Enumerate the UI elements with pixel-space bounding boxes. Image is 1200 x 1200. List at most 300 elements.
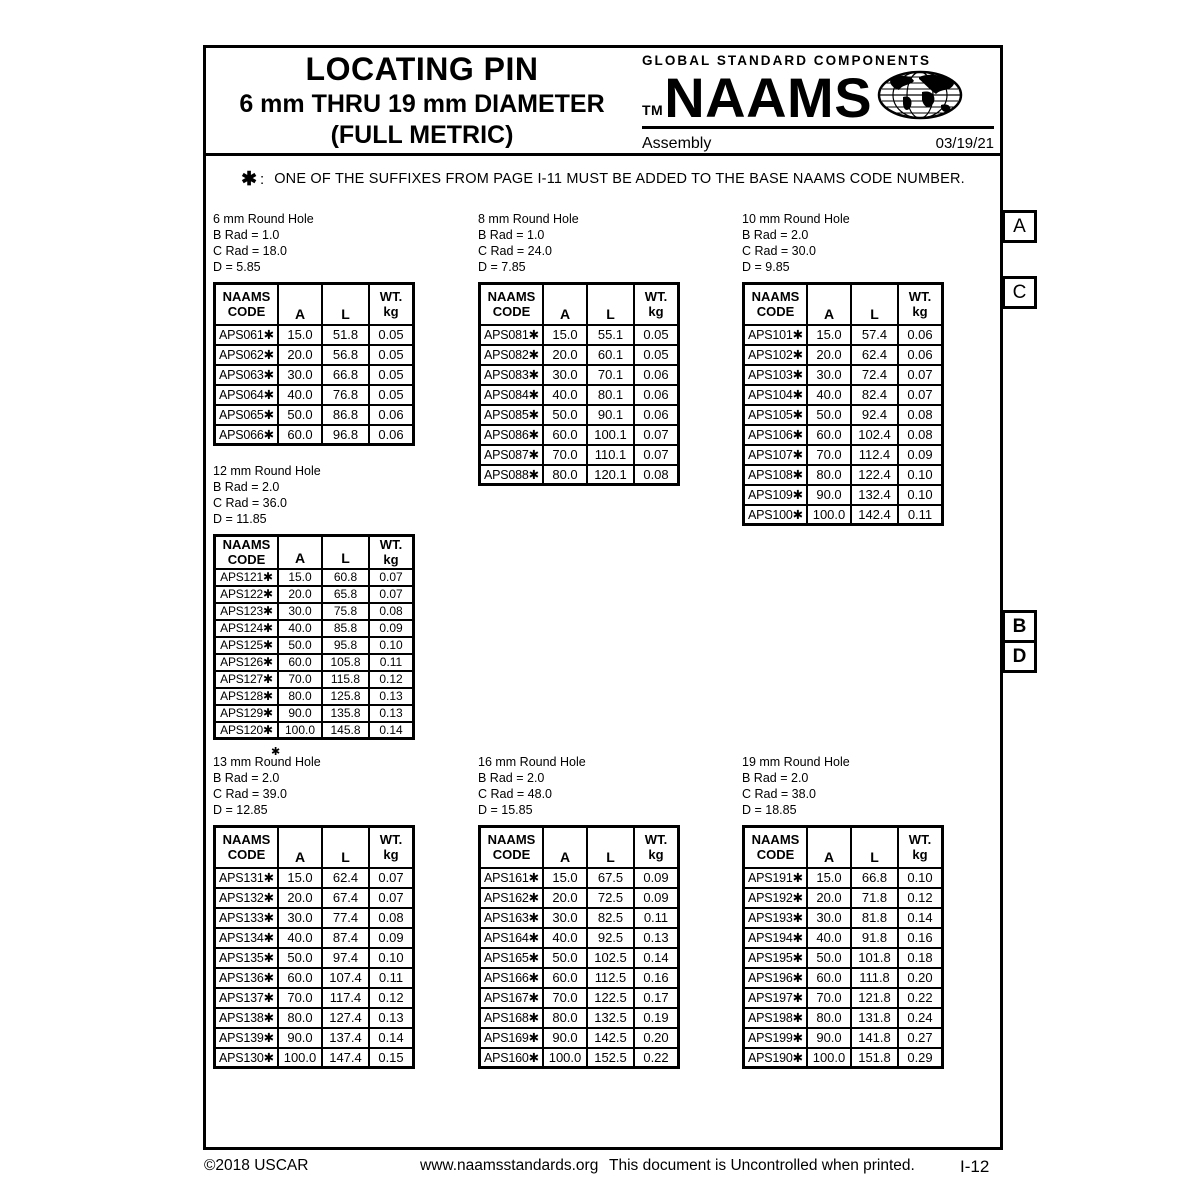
cell-a: 70.0 [543,445,587,465]
table-row [215,868,414,888]
table-header-row [480,284,679,325]
cell-naams-code: APS062✱ [215,345,279,365]
cell-wt: 0.13 [369,688,414,705]
cell-a: 20.0 [807,888,851,908]
cell-wt: 0.11 [369,968,414,988]
cell-l: 90.1 [587,405,634,425]
dimension-table [478,825,680,1069]
cell-a: 20.0 [543,345,587,365]
dimension-table [213,282,415,446]
cell-a: 60.0 [807,425,851,445]
cell-l: 96.8 [322,425,369,445]
table-row [480,868,679,888]
cell-wt: 0.09 [634,868,679,888]
spec-lines [478,770,688,818]
cell-l: 107.4 [322,968,369,988]
table-row [215,620,414,637]
table-row [215,1028,414,1048]
cell-naams-code: APS161✱ [480,868,544,888]
cell-naams-code: APS131✱ [215,868,279,888]
col-header-l: L [851,827,898,868]
cell-wt: 0.05 [634,345,679,365]
table-row [744,465,943,485]
col-header-wt: WT. kg [369,827,414,868]
spec-line: C Rad = 18.0 [213,244,288,258]
naams-logo-block [642,53,994,153]
cell-a: 15.0 [278,325,322,345]
col-header-wt: WT. kg [369,284,414,325]
cell-a: 40.0 [807,385,851,405]
title-block [212,50,632,151]
cell-l: 110.1 [587,445,634,465]
cell-wt: 0.09 [369,620,414,637]
table-row [215,586,414,603]
cell-a: 20.0 [543,888,587,908]
cell-wt: 0.07 [634,425,679,445]
cell-wt: 0.09 [369,928,414,948]
cell-naams-code: APS192✱ [744,888,808,908]
cell-l: 65.8 [322,586,369,603]
col-header-a: A [278,536,322,569]
cell-naams-code: APS193✱ [744,908,808,928]
spec-line: C Rad = 24.0 [478,244,553,258]
cell-a: 50.0 [543,948,587,968]
cell-l: 92.5 [587,928,634,948]
division-label: Assembly [642,135,712,152]
cell-l: 72.5 [587,888,634,908]
cell-wt: 0.08 [369,603,414,620]
spec-line: C Rad = 48.0 [478,787,553,801]
cell-naams-code: APS136✱ [215,968,279,988]
table-group [478,211,688,486]
dimension-table [478,282,680,486]
cell-wt: 0.06 [898,325,943,345]
cell-wt: 0.27 [898,1028,943,1048]
cell-naams-code: APS102✱ [744,345,808,365]
cell-naams-code: APS105✱ [744,405,808,425]
cell-wt: 0.24 [898,1008,943,1028]
cell-naams-code: APS066✱ [215,425,279,445]
cell-l: 152.5 [587,1048,634,1068]
table-row [480,928,679,948]
cell-a: 80.0 [278,1008,322,1028]
cell-a: 80.0 [807,1008,851,1028]
table-row [744,908,943,928]
cell-l: 85.8 [322,620,369,637]
note-text: ONE OF THE SUFFIXES FROM PAGE I-11 MUST BE ADDED TO THE BASE NAAMS CODE NUMBER. [274,171,965,187]
cell-naams-code: APS063✱ [215,365,279,385]
cell-l: 112.5 [587,968,634,988]
cell-l: 121.8 [851,988,898,1008]
cell-wt: 0.08 [634,465,679,485]
cell-wt: 0.20 [634,1028,679,1048]
table-row [215,425,414,445]
col-header-a: A [278,827,322,868]
table-row [215,569,414,586]
cell-naams-code: APS084✱ [480,385,544,405]
table-row [480,465,679,485]
cell-wt: 0.09 [634,888,679,908]
table-row [744,325,943,345]
cell-a: 50.0 [807,948,851,968]
dimension-table [742,825,944,1069]
cell-a: 40.0 [543,385,587,405]
cell-l: 120.1 [587,465,634,485]
table-row [480,385,679,405]
table-row [215,385,414,405]
cell-wt: 0.16 [898,928,943,948]
cell-wt: 0.14 [369,1028,414,1048]
cell-l: 145.8 [322,722,369,739]
cell-naams-code: APS122✱ [215,586,279,603]
page-subtitle-diameter: 6 mm THRU 19 mm DIAMETER [239,90,605,118]
cell-l: 57.4 [851,325,898,345]
cell-a: 100.0 [807,505,851,525]
cell-naams-code: APS198✱ [744,1008,808,1028]
page-number: I-12 [960,1157,990,1176]
cell-l: 117.4 [322,988,369,1008]
asterisk-symbol: ✱ [241,168,258,190]
cell-wt: 0.10 [898,485,943,505]
cell-naams-code: APS134✱ [215,928,279,948]
cell-naams-code: APS135✱ [215,948,279,968]
cell-wt: 0.06 [369,425,414,445]
table-row [744,405,943,425]
table-title: 12 mm Round Hole [213,464,321,478]
note-colon: : [260,170,265,188]
cell-a: 15.0 [278,868,322,888]
cell-l: 101.8 [851,948,898,968]
table-row [215,405,414,425]
table-row [480,968,679,988]
table-row [480,425,679,445]
spec-line: C Rad = 39.0 [213,787,288,801]
cell-naams-code: APS130✱ [215,1048,279,1068]
spec-lines [213,227,423,275]
table-row [215,928,414,948]
cell-wt: 0.06 [898,345,943,365]
cell-naams-code: APS128✱ [215,688,279,705]
table-row [480,1028,679,1048]
cell-wt: 0.06 [634,385,679,405]
cell-naams-code: APS168✱ [480,1008,544,1028]
cell-wt: 0.11 [898,505,943,525]
cell-wt: 0.14 [898,908,943,928]
cell-wt: 0.10 [369,948,414,968]
side-tab-a: A [1002,210,1037,243]
cell-naams-code: APS109✱ [744,485,808,505]
cell-a: 15.0 [278,569,322,586]
table-row [215,325,414,345]
table-title-block [213,463,423,527]
cell-a: 30.0 [278,908,322,928]
col-header-naams-code: NAAMS CODE [480,284,544,325]
cell-wt: 0.15 [369,1048,414,1068]
cell-l: 122.5 [587,988,634,1008]
cell-wt: 0.07 [369,888,414,908]
col-header-l: L [851,284,898,325]
cell-l: 127.4 [322,1008,369,1028]
table-row [215,365,414,385]
cell-naams-code: APS101✱ [744,325,808,345]
cell-a: 20.0 [807,345,851,365]
spec-lines [742,227,952,275]
cell-naams-code: APS065✱ [215,405,279,425]
col-header-naams-code: NAAMS CODE [215,284,279,325]
cell-naams-code: APS103✱ [744,365,808,385]
cell-l: 115.8 [322,671,369,688]
cell-a: 60.0 [543,968,587,988]
cell-a: 60.0 [807,968,851,988]
trademark-label: TM [642,102,664,118]
cell-a: 60.0 [278,425,322,445]
spec-line: D = 15.85 [478,803,533,817]
cell-naams-code: APS191✱ [744,868,808,888]
table-row [480,1008,679,1028]
cell-l: 70.1 [587,365,634,385]
table-row [744,868,943,888]
cell-naams-code: APS127✱ [215,671,279,688]
website-text: www.naamsstandards.org [420,1157,599,1174]
table-group [213,463,423,740]
cell-wt: 0.13 [369,705,414,722]
col-header-l: L [322,827,369,868]
cell-wt: 0.06 [369,405,414,425]
cell-a: 80.0 [807,465,851,485]
cell-naams-code: APS165✱ [480,948,544,968]
cell-l: 72.4 [851,365,898,385]
cell-naams-code: APS129✱ [215,705,279,722]
cell-naams-code: APS120✱ [215,722,279,739]
cell-a: 100.0 [278,1048,322,1068]
cell-l: 102.5 [587,948,634,968]
cell-a: 30.0 [543,365,587,385]
table-title: 10 mm Round Hole [742,212,850,226]
spec-line: B Rad = 2.0 [478,771,545,785]
cell-l: 76.8 [322,385,369,405]
cell-naams-code: APS108✱ [744,465,808,485]
cell-naams-code: APS132✱ [215,888,279,908]
cell-l: 56.8 [322,345,369,365]
cell-l: 131.8 [851,1008,898,1028]
table-title-block [478,754,688,818]
cell-wt: 0.07 [898,365,943,385]
cell-wt: 0.16 [634,968,679,988]
cell-a: 70.0 [278,671,322,688]
table-title: 8 mm Round Hole [478,212,579,226]
cell-l: 71.8 [851,888,898,908]
cell-l: 132.4 [851,485,898,505]
table-group [478,754,688,1069]
table-header-row [744,827,943,868]
suffix-note [206,156,1000,202]
cell-a: 40.0 [543,928,587,948]
table-title-block [742,211,952,275]
table-row [215,948,414,968]
spec-line: D = 11.85 [213,512,267,526]
cell-wt: 0.17 [634,988,679,1008]
table-row [744,1008,943,1028]
cell-wt: 0.09 [898,445,943,465]
cell-wt: 0.05 [369,365,414,385]
spec-lines [742,770,952,818]
header [206,48,1000,156]
col-header-l: L [587,827,634,868]
col-header-wt: WT. kg [369,536,414,569]
cell-naams-code: APS194✱ [744,928,808,948]
cell-a: 90.0 [278,705,322,722]
col-header-l: L [322,284,369,325]
cell-a: 90.0 [807,485,851,505]
spec-line: B Rad = 2.0 [213,480,280,494]
col-header-wt: WT. kg [634,284,679,325]
cell-wt: 0.20 [898,968,943,988]
cell-wt: 0.22 [634,1048,679,1068]
cell-a: 40.0 [807,928,851,948]
cell-wt: 0.11 [369,654,414,671]
cell-a: 50.0 [278,948,322,968]
cell-wt: 0.13 [634,928,679,948]
side-tab-b: B [1002,610,1037,643]
cell-l: 147.4 [322,1048,369,1068]
cell-naams-code: APS160✱ [480,1048,544,1068]
cell-l: 91.8 [851,928,898,948]
cell-a: 50.0 [278,637,322,654]
cell-l: 122.4 [851,465,898,485]
col-header-wt: WT. kg [634,827,679,868]
table-row [480,345,679,365]
cell-a: 60.0 [278,654,322,671]
cell-naams-code: APS195✱ [744,948,808,968]
table-title-block [213,746,423,818]
table-row [215,671,414,688]
cell-wt: 0.29 [898,1048,943,1068]
table-group [213,746,423,1069]
cell-wt: 0.05 [369,385,414,405]
cell-l: 112.4 [851,445,898,465]
cell-a: 60.0 [543,425,587,445]
table-row [744,928,943,948]
spec-line: B Rad = 2.0 [742,771,809,785]
spec-line: B Rad = 1.0 [478,228,545,242]
cell-l: 75.8 [322,603,369,620]
cell-a: 80.0 [278,688,322,705]
cell-l: 77.4 [322,908,369,928]
cell-l: 60.1 [587,345,634,365]
spec-lines [213,770,423,818]
cell-wt: 0.07 [369,569,414,586]
cell-naams-code: APS061✱ [215,325,279,345]
cell-naams-code: APS085✱ [480,405,544,425]
col-header-wt: WT. kg [898,827,943,868]
cell-a: 60.0 [278,968,322,988]
cell-wt: 0.12 [369,988,414,1008]
cell-naams-code: APS083✱ [480,365,544,385]
table-row [744,1028,943,1048]
dimension-table [213,825,415,1069]
cell-naams-code: APS167✱ [480,988,544,1008]
spec-line: B Rad = 1.0 [213,228,280,242]
cell-naams-code: APS104✱ [744,385,808,405]
cell-naams-code: APS107✱ [744,445,808,465]
table-title: 6 mm Round Hole [213,212,314,226]
cell-a: 20.0 [278,345,322,365]
cell-l: 137.4 [322,1028,369,1048]
table-row [215,603,414,620]
table-row [215,654,414,671]
table-row [215,888,414,908]
cell-a: 15.0 [543,325,587,345]
cell-wt: 0.08 [898,425,943,445]
cell-a: 30.0 [278,603,322,620]
spec-line: D = 7.85 [478,260,526,274]
cell-a: 80.0 [543,1008,587,1028]
table-row [744,888,943,908]
table-title-block [213,211,423,275]
cell-l: 67.4 [322,888,369,908]
cell-wt: 0.14 [634,948,679,968]
table-row [215,688,414,705]
cell-l: 66.8 [851,868,898,888]
cell-wt: 0.05 [369,345,414,365]
cell-a: 20.0 [278,888,322,908]
cell-l: 125.8 [322,688,369,705]
brand-name: NAAMS [664,66,873,129]
table-row [744,385,943,405]
cell-wt: 0.08 [369,908,414,928]
col-header-a: A [807,827,851,868]
cell-wt: 0.07 [369,868,414,888]
spec-lines [213,479,423,527]
cell-naams-code: APS199✱ [744,1028,808,1048]
cell-wt: 0.08 [898,405,943,425]
cell-a: 30.0 [807,365,851,385]
cell-a: 70.0 [278,988,322,1008]
globe-icon [877,70,963,120]
side-tab-c: C [1002,276,1037,309]
table-row [744,445,943,465]
cell-naams-code: APS126✱ [215,654,279,671]
table-row [480,365,679,385]
cell-wt: 0.10 [369,637,414,654]
cell-a: 80.0 [543,465,587,485]
cell-a: 30.0 [543,908,587,928]
cell-naams-code: APS138✱ [215,1008,279,1028]
cell-l: 92.4 [851,405,898,425]
cell-a: 100.0 [807,1048,851,1068]
col-header-naams-code: NAAMS CODE [744,284,808,325]
cell-naams-code: APS106✱ [744,425,808,445]
cell-a: 15.0 [807,868,851,888]
table-row [744,485,943,505]
table-header-row [215,536,414,569]
cell-naams-code: APS088✱ [480,465,544,485]
table-title: 19 mm Round Hole [742,755,850,769]
table-header-row [744,284,943,325]
col-header-naams-code: NAAMS CODE [215,827,279,868]
table-row [480,325,679,345]
col-header-a: A [543,827,587,868]
cell-naams-code: APS081✱ [480,325,544,345]
col-header-a: A [807,284,851,325]
cell-naams-code: APS121✱ [215,569,279,586]
cell-l: 111.8 [851,968,898,988]
table-row [215,637,414,654]
cell-wt: 0.07 [898,385,943,405]
col-header-l: L [587,284,634,325]
cell-naams-code: APS087✱ [480,445,544,465]
page-title: LOCATING PIN [305,51,539,87]
